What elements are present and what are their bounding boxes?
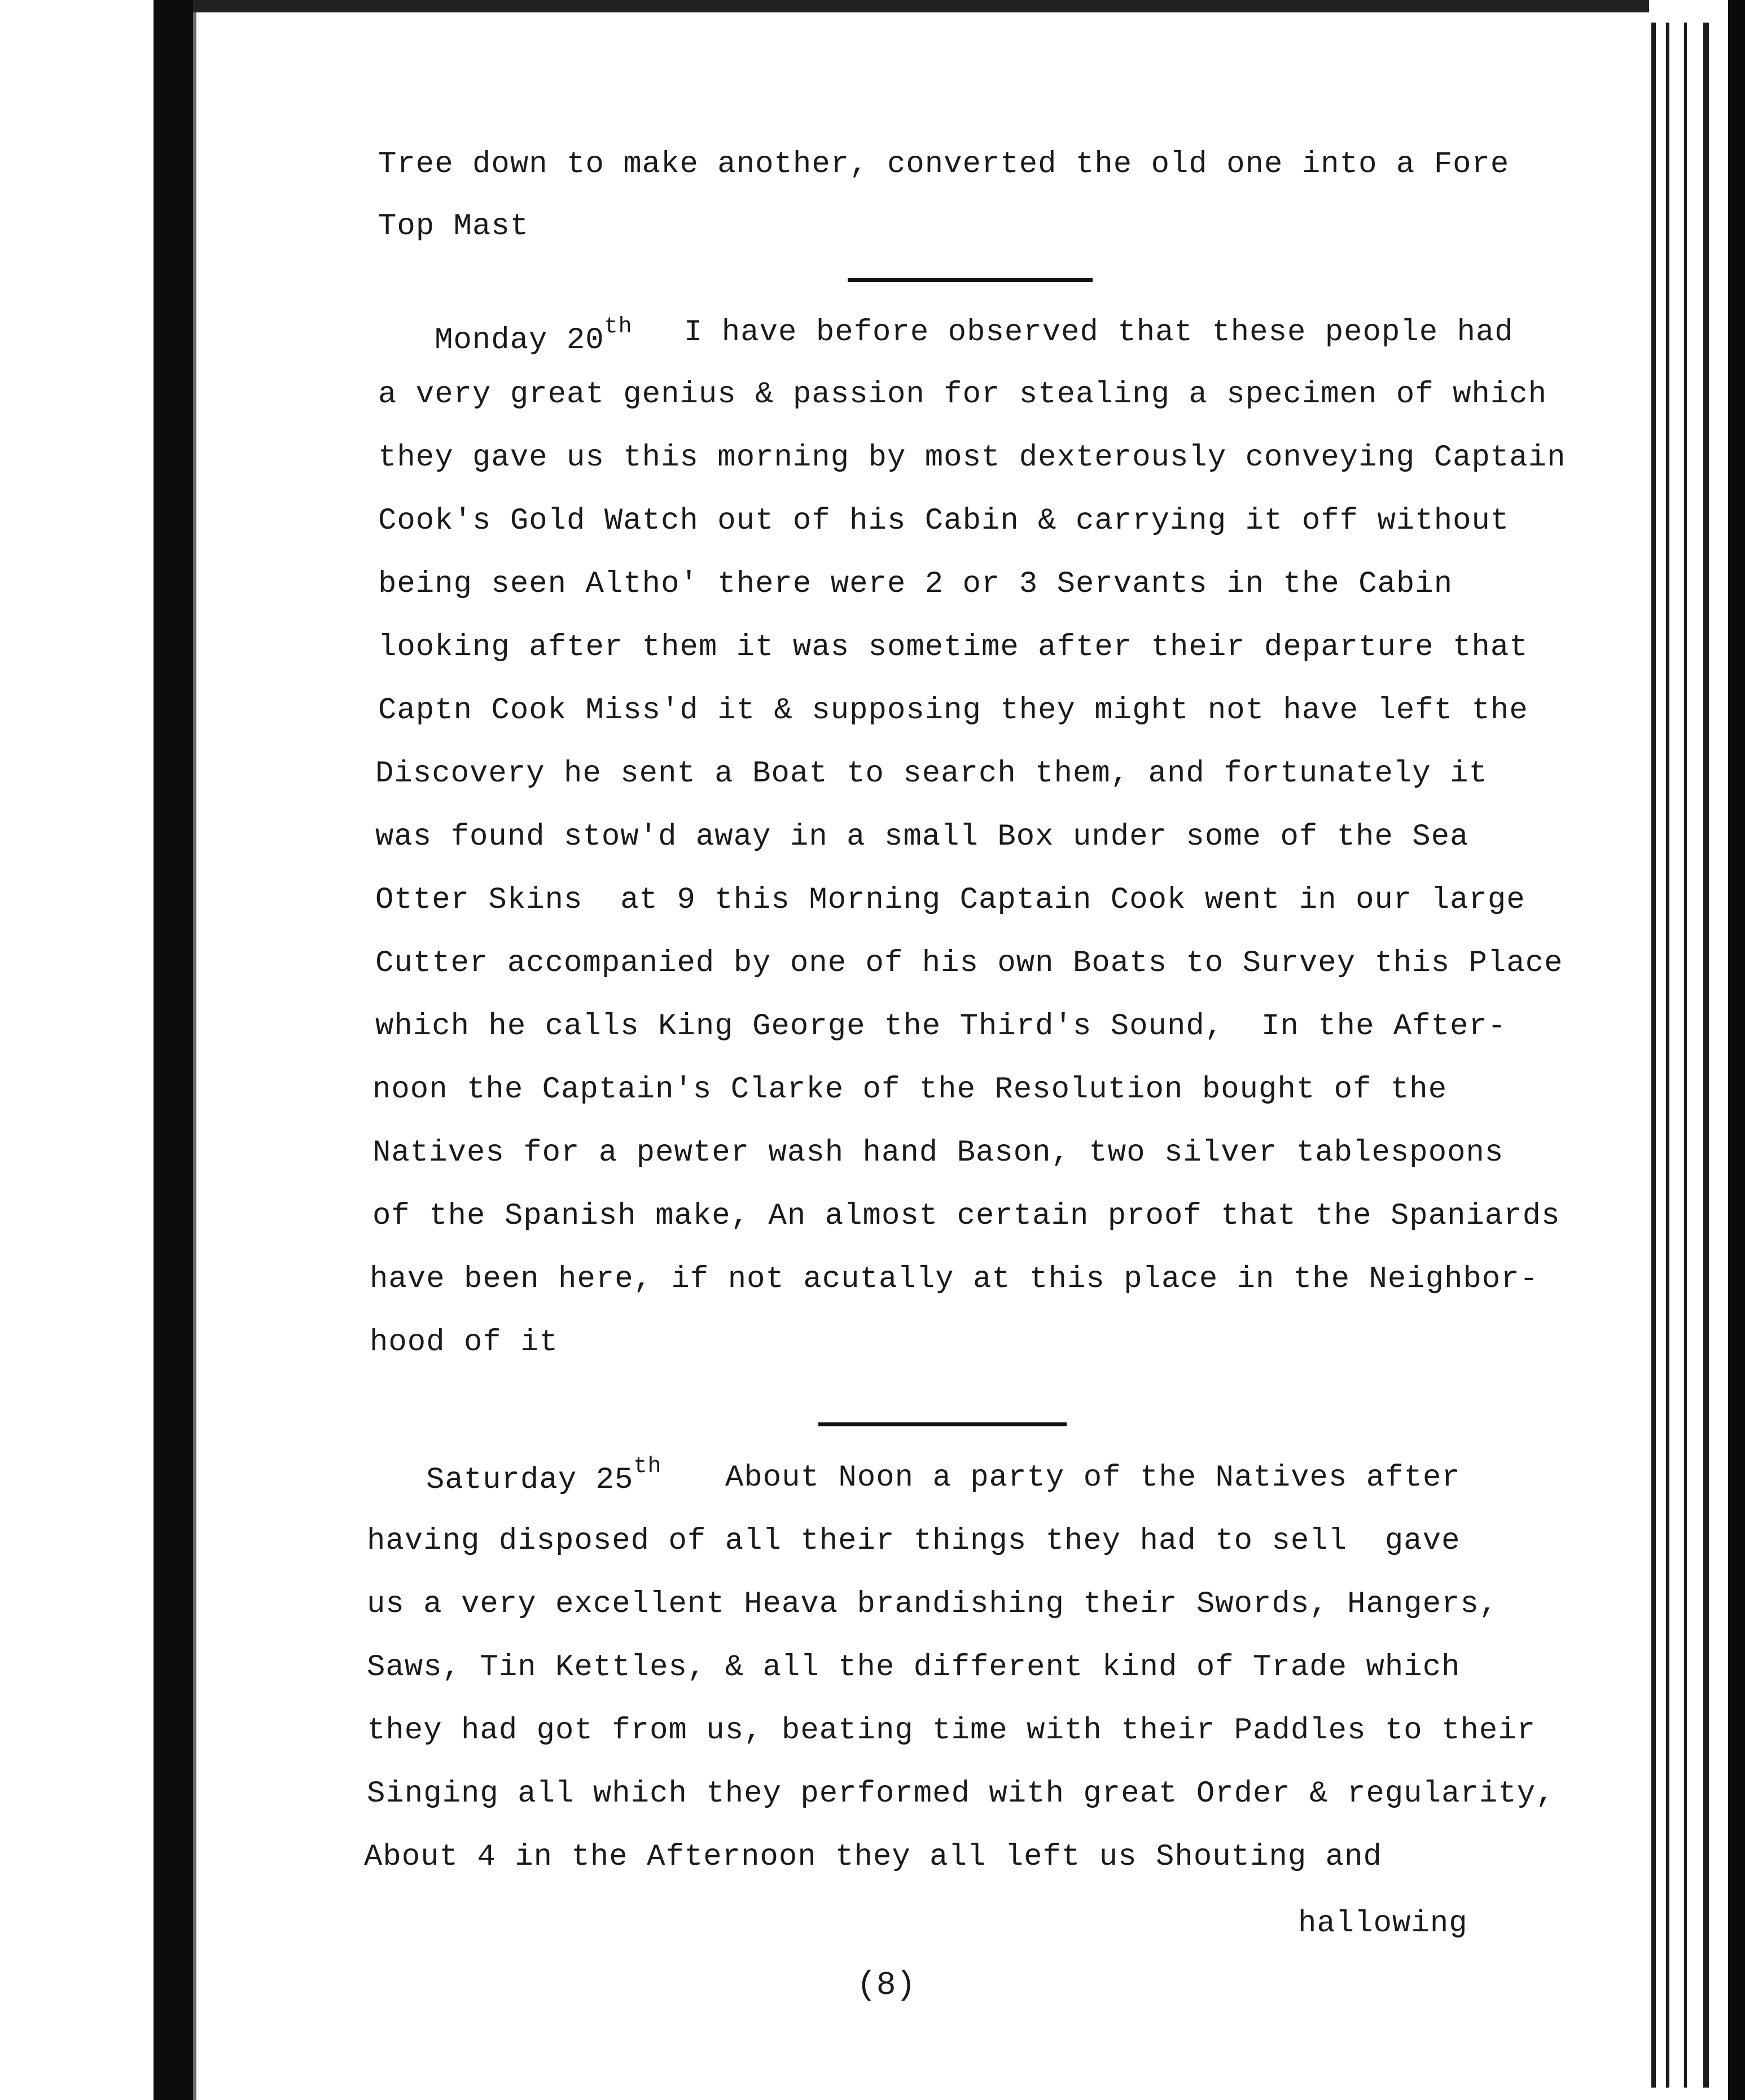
entry-date: Saturday 25 (426, 1463, 634, 1497)
text-line: they gave us this morning by most dexterously conveying Captain (378, 441, 1566, 475)
page-edge-line (1666, 23, 1669, 2088)
binding-shadow-left (154, 0, 193, 2100)
text-line: was found stow'd away in a small Box under some of the Sea (375, 820, 1469, 854)
text-line: have been here, if not acutally at this place in the Neighbor- (370, 1262, 1539, 1297)
text-line: being seen Altho' there were 2 or 3 Servants in the Cabin (378, 567, 1453, 601)
text-line: hood of it (370, 1325, 559, 1360)
text-line: having disposed of all their things they had to sell gave (367, 1524, 1461, 1558)
text-line: us a very excellent Heava brandishing their Swords, Hangers, (367, 1587, 1498, 1622)
text-line: Cook's Gold Watch out of his Cabin & carrying it off without (378, 504, 1510, 538)
binding-shadow-right (1728, 0, 1745, 2100)
text-line: Natives for a pewter wash hand Bason, two silver tablespoons (372, 1136, 1504, 1170)
text-line: they had got from us, beating time with their Paddles to their (367, 1714, 1536, 1748)
text-line: About Noon a party of the Natives after (725, 1461, 1461, 1495)
section-divider (848, 278, 1093, 282)
text-line: a very great genius & passion for stealing a specimen of which (378, 377, 1547, 412)
entry-date-heading (426, 1450, 661, 1497)
text-line: Singing all which they performed with great Order & regularity, (367, 1777, 1555, 1811)
page-edge-left (193, 0, 196, 2100)
page-edge-top (193, 0, 1649, 12)
entry-date-heading (435, 310, 633, 358)
text-line: Saws, Tin Kettles, & all the different kind of Trade which (367, 1650, 1461, 1685)
text-line: noon the Captain's Clarke of the Resolution bought of the (372, 1073, 1448, 1107)
text-line: Top Mast (378, 209, 529, 244)
entry-date-suffix: th (604, 314, 633, 340)
page-edge-line (1684, 23, 1687, 2088)
text-line: of the Spanish make, An almost certain proof that the Spaniards (372, 1199, 1560, 1233)
text-line: which he calls King George the Third's Sound, In the After- (375, 1009, 1507, 1044)
page-edge-line (1703, 23, 1709, 2088)
page-margin-left (0, 0, 147, 2100)
catchword: hallowing (1298, 1906, 1468, 1941)
entry-date-suffix: th (633, 1454, 662, 1479)
text-line: looking after them it was sometime after their departure that (378, 630, 1528, 665)
text-line: Captn Cook Miss'd it & supposing they might not have left the (378, 693, 1528, 728)
text-line: Discovery he sent a Boat to search them, and fortunately it (375, 757, 1488, 791)
text-line: Otter Skins at 9 this Morning Captain Cook went in our large (375, 883, 1525, 917)
text-line: I have before observed that these people had (684, 315, 1514, 350)
text-line: About 4 in the Afternoon they all left us Shouting and (364, 1840, 1382, 1874)
page-number: (8) (857, 1967, 916, 2004)
page-stack-right (1649, 0, 1745, 2100)
section-divider (818, 1422, 1067, 1426)
text-line: Cutter accompanied by one of his own Boats to Survey this Place (375, 946, 1563, 981)
entry-date: Monday 20 (435, 323, 604, 358)
text-line: Tree down to make another, converted the old one into a Fore (378, 147, 1510, 182)
page-edge-line (1651, 23, 1656, 2088)
